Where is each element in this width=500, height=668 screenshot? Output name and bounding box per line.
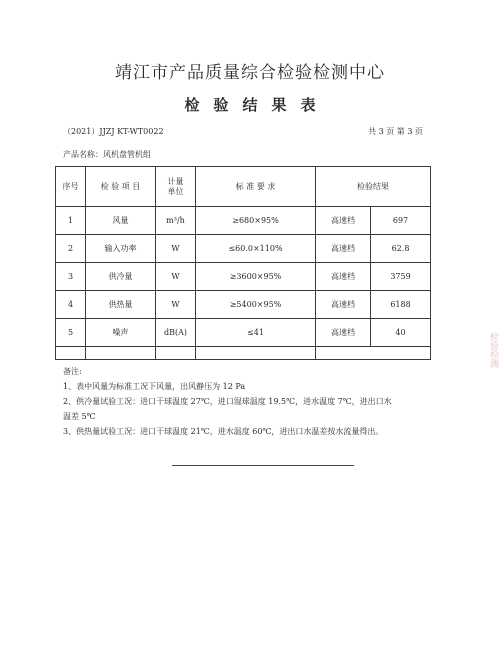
note-item: 温差 5℃ — [63, 412, 96, 421]
blank-cell — [196, 347, 316, 360]
cell-value: 697 — [371, 207, 431, 235]
cell-standard: ≤41 — [196, 319, 316, 347]
blank-cell — [56, 347, 86, 360]
cell-value: 40 — [371, 319, 431, 347]
cell-standard: ≥3600×95% — [196, 263, 316, 291]
result-table — [55, 166, 431, 360]
table-row — [56, 291, 431, 319]
header-result: 检验结果 — [316, 167, 431, 207]
page-info: 共 3 页 第 3 页 — [368, 127, 423, 136]
note-item: 1、表中风量为标准工况下风量，出风静压为 12 Pa — [63, 382, 246, 391]
cell-item: 供冷量 — [86, 263, 156, 291]
cell-unit: W — [156, 235, 196, 263]
cell-value: 62.8 — [371, 235, 431, 263]
blank-cell — [86, 347, 156, 360]
cell-unit: W — [156, 291, 196, 319]
notes-title: 备注: — [63, 367, 82, 376]
header-unit-line2: 单位 — [167, 186, 184, 196]
cell-level: 高速档 — [316, 207, 371, 235]
cell-seq: 5 — [56, 319, 86, 347]
blank-cell — [316, 347, 431, 360]
product-name-value: 风机盘管机组 — [103, 150, 151, 159]
cell-standard: ≤60.0×110% — [196, 235, 316, 263]
notes-block — [63, 364, 433, 439]
cell-unit: m³/h — [156, 207, 196, 235]
header-unit — [156, 167, 196, 207]
cell-standard: ≥5400×95% — [196, 291, 316, 319]
note-item: 3、供热量试验工况：进口干球温度 21℃，进水温度 60℃，进出口水温差按水流量得出。 — [63, 427, 384, 436]
seal-stamp-fragment: 检验检测 — [488, 332, 498, 368]
cell-item: 供热量 — [86, 291, 156, 319]
table-row — [56, 319, 431, 347]
org-title: 靖江市产品质量综合检验检测中心 — [115, 63, 385, 83]
cell-item: 噪声 — [86, 319, 156, 347]
header-unit-line1: 计量 — [167, 176, 184, 186]
table-blank-row — [56, 347, 431, 360]
cell-standard: ≥680×95% — [196, 207, 316, 235]
header-standard: 标 准 要 求 — [196, 167, 316, 207]
table-row — [56, 207, 431, 235]
cell-unit: W — [156, 263, 196, 291]
cell-unit: dB(A) — [156, 319, 196, 347]
cell-value: 3759 — [371, 263, 431, 291]
cell-seq: 3 — [56, 263, 86, 291]
cell-seq: 1 — [56, 207, 86, 235]
cell-level: 高速档 — [316, 263, 371, 291]
cell-seq: 2 — [56, 235, 86, 263]
blank-cell — [156, 347, 196, 360]
cell-level: 高速档 — [316, 291, 371, 319]
header-seq: 序号 — [56, 167, 86, 207]
product-name-label: 产品名称： — [63, 150, 103, 159]
table-row — [56, 235, 431, 263]
header-item: 检 验 项 目 — [86, 167, 156, 207]
report-number: （2021）JJZJ KT-WT0022 — [63, 127, 164, 136]
doc-title: 检验结果表 — [184, 96, 330, 114]
cell-level: 高速档 — [316, 235, 371, 263]
table-header-row — [56, 167, 431, 207]
note-item: 2、供冷量试验工况：进口干球温度 27℃，进口湿球温度 19.5℃，进水温度 7℃，进出口水 — [63, 397, 392, 406]
cell-item: 输入功率 — [86, 235, 156, 263]
product-name-line — [63, 149, 151, 160]
table-row — [56, 263, 431, 291]
signature-line — [172, 465, 354, 466]
cell-seq: 4 — [56, 291, 86, 319]
cell-value: 6188 — [371, 291, 431, 319]
cell-item: 风量 — [86, 207, 156, 235]
cell-level: 高速档 — [316, 319, 371, 347]
